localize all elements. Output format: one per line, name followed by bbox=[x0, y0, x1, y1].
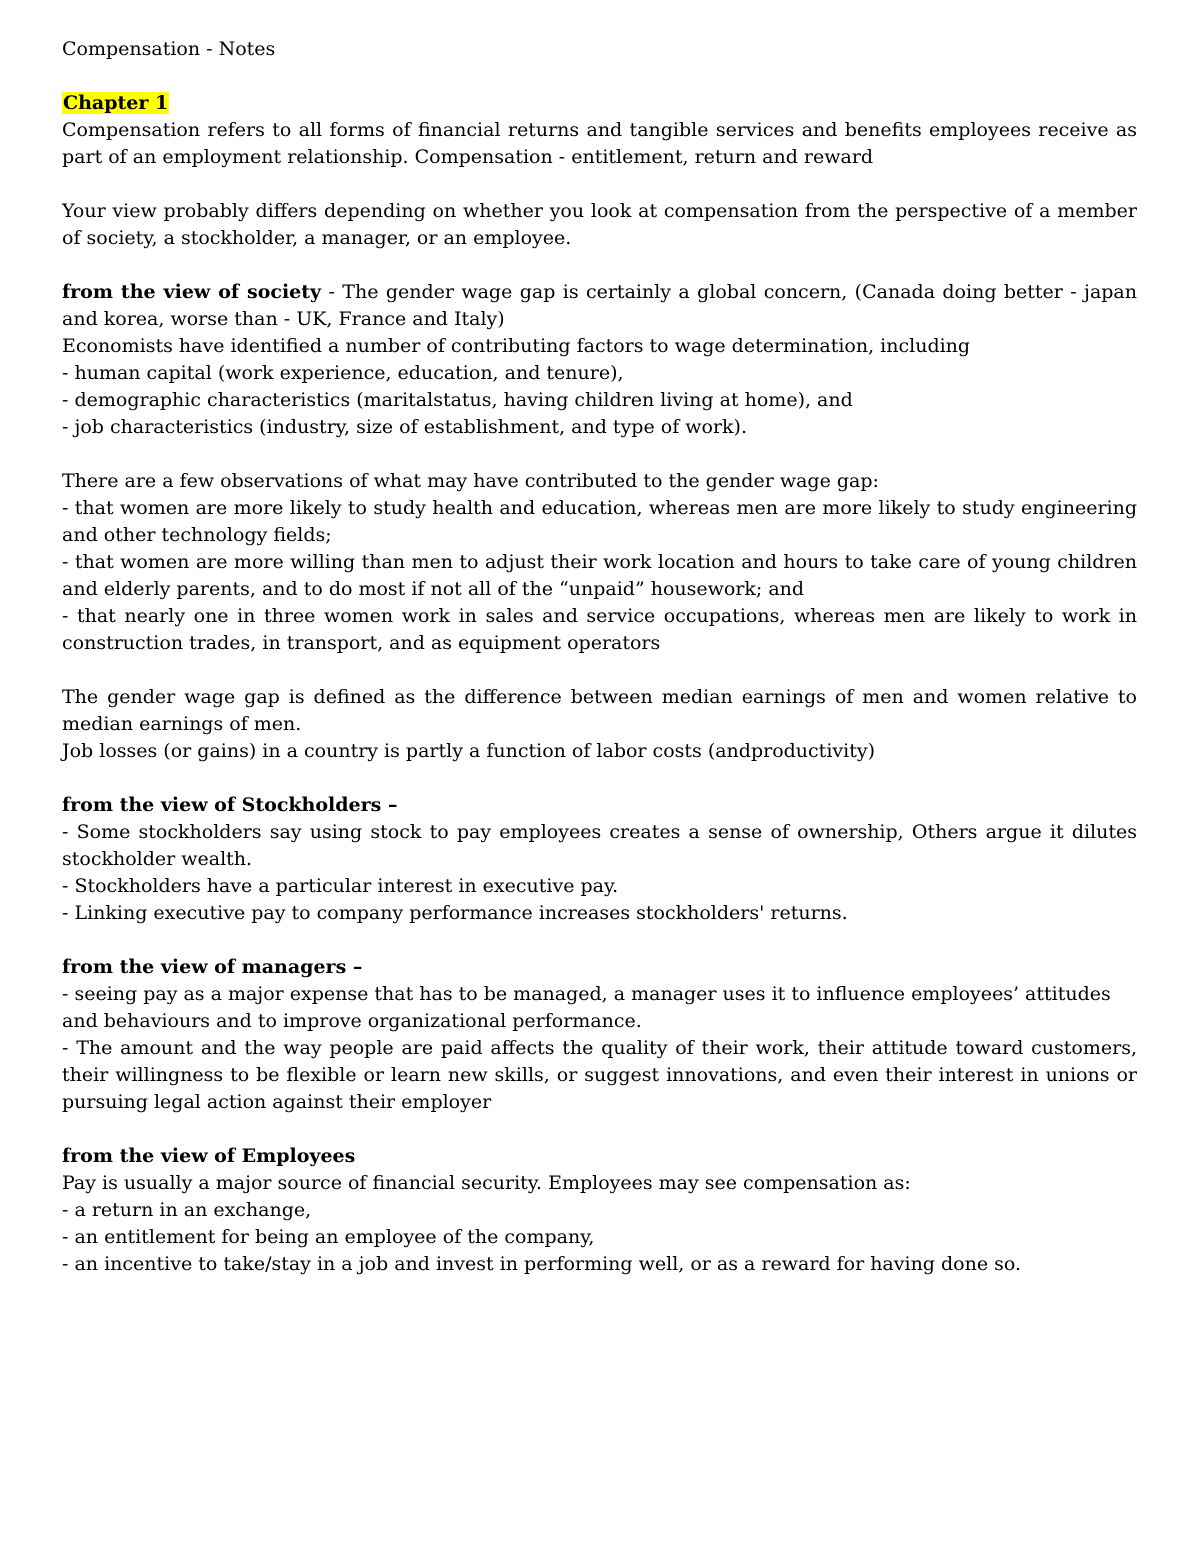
observations-intro: There are a few observations of what may have contributed to the gender wage gap: bbox=[62, 470, 879, 492]
employees-heading: from the view of Employees bbox=[62, 1145, 356, 1167]
spacer bbox=[62, 927, 1137, 954]
society-line: - human capital (work experience, education, and tenure), bbox=[62, 362, 624, 384]
employees-line: - an entitlement for being an employee of the company, bbox=[62, 1226, 595, 1248]
observation-item: - that nearly one in three women work in sales and service occupations, whereas men are likely to work in construction trades, in transport, and as equipment operators bbox=[62, 605, 1144, 654]
society-line: Economists have identified a number of contributing factors to wage determination, including bbox=[62, 335, 971, 357]
society-lead bbox=[62, 279, 1144, 333]
stockholders-line: - Stockholders have a particular interest in executive pay. bbox=[62, 875, 619, 897]
managers-heading: from the view of managers – bbox=[62, 956, 363, 978]
observation-item: - that women are more likely to study health and education, whereas men are more likely to study engineering and other technology fields; bbox=[62, 497, 1144, 546]
spacer bbox=[62, 441, 1137, 468]
intro-paragraph: Compensation refers to all forms of financial returns and tangible services and benefits employees receive as part of an employment relationship. Compensation - entitlement, return and reward bbox=[62, 119, 1144, 168]
managers-line: - The amount and the way people are paid affects the quality of their work, their attitude toward customers, their willingness to be flexible or learn new skills, or suggest innovations, and even their interest in unions or pursuing legal action against their employer bbox=[62, 1037, 1144, 1113]
stockholders-line: - Linking executive pay to company performance increases stockholders' returns. bbox=[62, 902, 848, 924]
society-lead-text: - The gender wage gap is certainly a global concern, (Canada doing better - japan and korea, worse than - UK, France and Italy) bbox=[62, 281, 1144, 330]
spacer bbox=[62, 252, 1137, 279]
spacer bbox=[62, 171, 1137, 198]
stockholders-line: - Some stockholders say using stock to pay employees creates a sense of ownership, Others argue it dilutes stockholder wealth. bbox=[62, 821, 1144, 870]
perspective-intro: Your view probably differs depending on whether you look at compensation from the perspective of a member of society, a stockholder, a manager, or an employee. bbox=[62, 200, 1144, 249]
document-title: Compensation - Notes bbox=[62, 38, 276, 60]
spacer bbox=[62, 1116, 1137, 1143]
employees-line: Pay is usually a major source of financial security. Employees may see compensation as: bbox=[62, 1172, 911, 1194]
document-page bbox=[62, 36, 1144, 1278]
gender-gap-definition: The gender wage gap is defined as the difference between median earnings of men and women relative to median earnings of men. bbox=[62, 686, 1144, 735]
stockholders-heading: from the view of Stockholders – bbox=[62, 794, 398, 816]
society-heading: from the view of society bbox=[62, 281, 322, 303]
managers-line: and behaviours and to improve organizational performance. bbox=[62, 1010, 642, 1032]
managers-line: - seeing pay as a major expense that has to be managed, a manager uses it to influence employees’ attitudes bbox=[62, 983, 1111, 1005]
spacer bbox=[62, 765, 1137, 792]
chapter-heading bbox=[62, 90, 1137, 117]
society-line: - job characteristics (industry, size of establishment, and type of work). bbox=[62, 416, 748, 438]
chapter-label: Chapter 1 bbox=[63, 92, 169, 114]
job-losses-line: Job losses (or gains) in a country is partly a function of labor costs (andproductivity) bbox=[62, 740, 875, 762]
employees-line: - a return in an exchange, bbox=[62, 1199, 312, 1221]
employees-line: - an incentive to take/stay in a job and invest in performing well, or as a reward for having done so. bbox=[62, 1253, 1022, 1275]
society-line: - demographic characteristics (maritalstatus, having children living at home), and bbox=[62, 389, 853, 411]
observation-item: - that women are more willing than men to adjust their work location and hours to take care of young children and elderly parents, and to do most if not all of the “unpaid” housework; and bbox=[62, 551, 1144, 600]
spacer bbox=[62, 657, 1137, 684]
